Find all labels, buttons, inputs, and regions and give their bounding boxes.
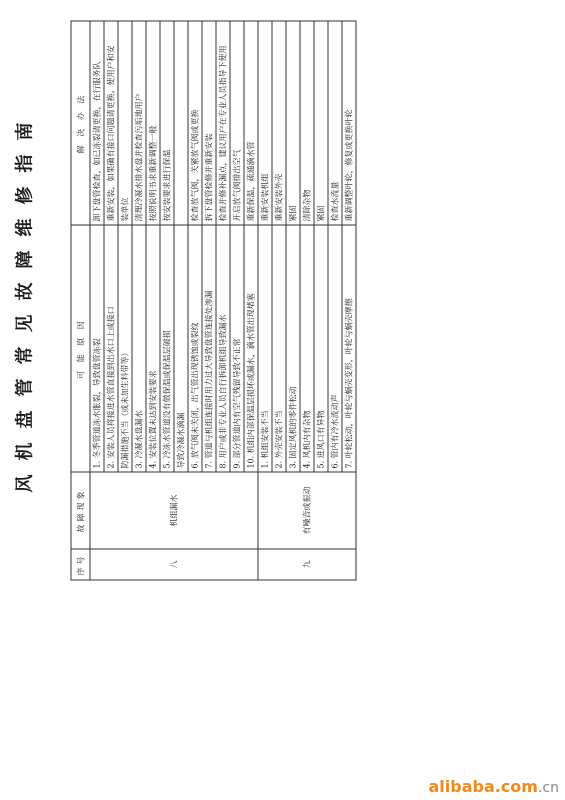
header-cause: 可 能 原 因 [71,225,90,472]
cause-cell: 1. 冬季管道冻水胀裂，导致盘管冻裂 [90,225,104,472]
table-body [90,21,356,580]
header-symptom: 故障现象 [71,472,90,549]
fix-cell: 检查并修补漏点，建议用户在专业人员指导下使用 [216,21,230,225]
fix-cell: 重新安装，如果确有接口问题请更换。使用户和安 [104,21,118,225]
cause-cell: 5. 进风口有异物 [314,225,328,472]
cause-cell: 7. 叶轮松动，叶轮与蜗壳变形，叶轮与蜗壳摩擦 [342,225,356,472]
fix-cell: 卸下盘管检查，如已冻裂请更换，在行服务队 [90,21,104,225]
fix-cell: 拆下盘管检修并重新安装 [202,21,216,225]
cause-cell: 3. 固定风机的零件松动 [286,225,300,472]
cause-cell: 3. 冷凝水盘漏水 [132,225,146,472]
fix-cell: 开启放气阀排出空气 [230,21,244,225]
cause-cell: 5. 冷冻水管道没有做保温或保温层破损 [160,225,174,472]
fix-cell: 紧固 [286,21,300,225]
fix-cell: 按照说明书求重新调整一般 [146,21,160,225]
fault-table [70,20,356,580]
cause-cell: 7. 管道与机组连接时用力过大导致盘管连接处渗漏 [202,225,216,472]
cause-cell: 1. 机组安装不当 [258,225,272,472]
document-title: 风机盘管常见故障维修指南 [14,108,35,492]
cause-cell: 4. 安装位置未达到安装要求 [146,225,160,472]
cause-cell: 防漏措施不当（或未加生料带等） [118,225,132,472]
cause-cell: 6. 管内有冷水流动声 [328,225,342,472]
table-row [258,21,272,580]
header-fix: 解 决 办 法 [71,21,90,225]
cause-cell: 4. 风机内有杂物 [300,225,314,472]
cause-cell: 6. 放气阀未关闭，出气管出现锈蚀或裂纹 [188,225,202,472]
table-row [90,21,104,580]
fix-cell: 重新安装机组 [258,21,272,225]
fix-cell: 重新调整叶轮，修复或更换叶轮 [342,21,356,225]
header-no: 序号 [71,549,90,580]
fix-cell: 清理冷凝水排水盘并检查污垢地用户 [132,21,146,225]
cause-cell: 10. 机组内部保温层损坏或漏水，滴水管出现堵塞 [244,225,258,472]
fix-cell: 按安装要求进行保温 [160,21,174,225]
watermark [428,777,559,796]
section-symptom: 有噪音或振动 [258,472,356,549]
fix-cell: 检查水流量 [328,21,342,225]
watermark-brand: alibaba.com [428,777,538,796]
cause-cell: 9. 部分管道内有空气残留导致不正常 [230,225,244,472]
fix-cell: 紧固 [314,21,328,225]
table-header-row [71,21,90,580]
section-number: 九 [258,549,356,580]
watermark-suffix: .cn [537,780,559,796]
fix-cell: 重新安装外壳 [272,21,286,225]
fix-cell: 装单位 [118,21,132,225]
cause-cell: 2. 外壳安装不当 [272,225,286,472]
fix-cell: 清除杂物 [300,21,314,225]
fix-cell [174,21,188,225]
cause-cell: 8. 用户或非专业人员自行拆卸机组导致漏水 [216,225,230,472]
cause-cell: 导致冷凝水滴漏 [174,225,188,472]
fix-cell: 检查放气阀，关紧放气阀或更换 [188,21,202,225]
section-symptom: 机组漏水 [90,472,258,549]
section-number: 八 [90,549,258,580]
fix-cell: 重新保温，疏通滴水管 [244,21,258,225]
cause-cell: 2. 安装人员将接进水管直接到出水口上或接口 [104,225,118,472]
